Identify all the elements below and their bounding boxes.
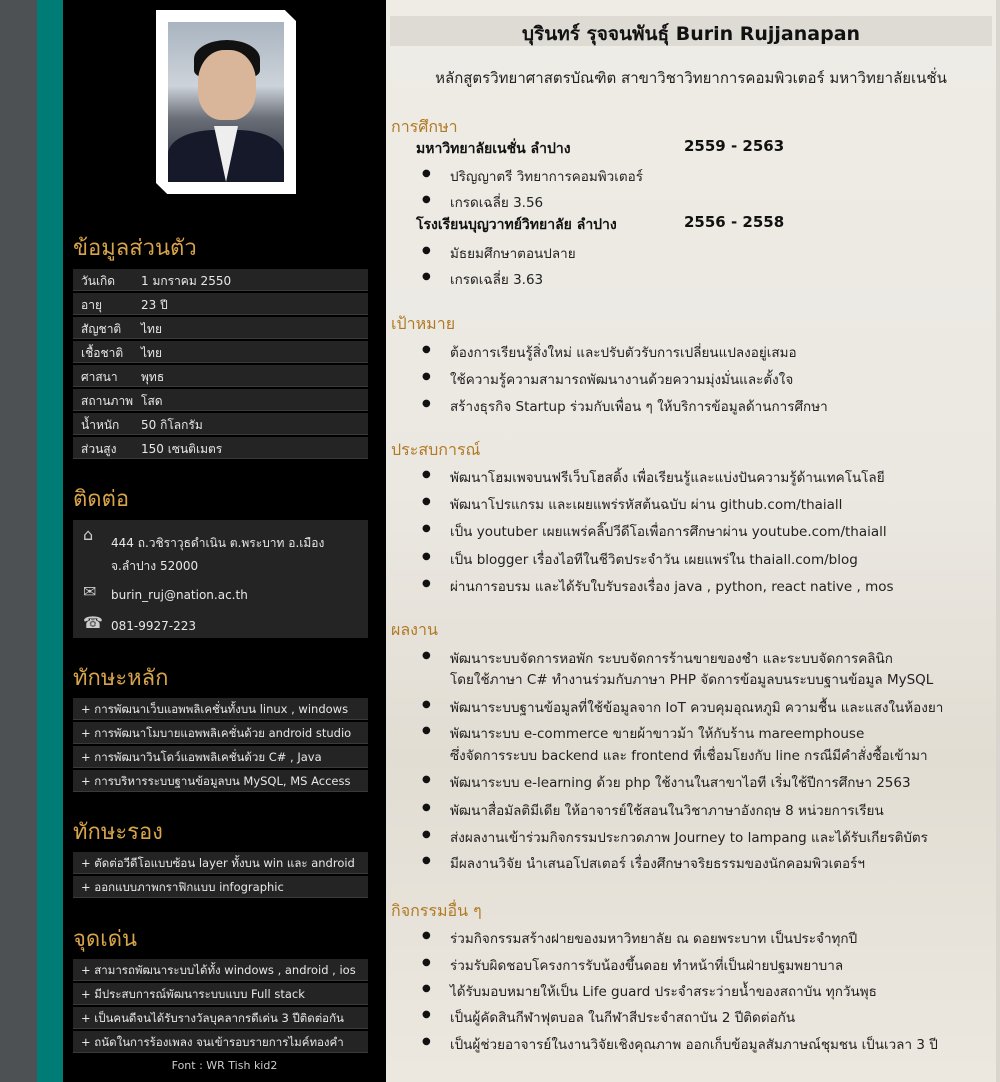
list-item-continuation: โดยใช้ภาษา C# ทำงานร่วมกับภาษา PHP จัดการข้อมูลบนระบบฐานข้อมูล MySQL xyxy=(450,672,934,688)
profile-photo xyxy=(156,10,296,194)
skill-item: + การพัฒนาโมบายแอพพลิเคชั่นด้วย android studio xyxy=(73,722,368,744)
contact-box xyxy=(73,520,368,638)
home-icon: ⌂ xyxy=(83,525,94,544)
info-row: ส่วนสูง 150 เซนติเมตร xyxy=(73,437,368,459)
mail-icon: ✉ xyxy=(83,582,97,601)
full-name: บุรินทร์ รุจจนพันธุ์ Burin Rujjanapan xyxy=(521,23,861,45)
goals-heading: เป้าหมาย xyxy=(391,314,456,333)
personal-heading: ข้อมูลส่วนตัว xyxy=(73,236,197,261)
right-edge xyxy=(996,0,1000,1082)
sub-skills-heading: ทักษะรอง xyxy=(73,820,163,845)
skill-item: + การพัฒนาวินโดว์แอพพลิเคชั่นด้วย C# , Java xyxy=(73,746,368,768)
email-text[interactable]: burin_ruj@nation.ac.th xyxy=(111,588,248,602)
skill-item: + การบริหารระบบฐานข้อมูลบน MySQL, MS Access xyxy=(73,770,368,792)
school-years: 2556 - 2558 xyxy=(684,213,785,231)
address-line-1: 444 ถ.วชิราวุธดำเนิน ต.พระบาท อ.เมือง xyxy=(111,536,325,550)
school-years: 2559 - 2563 xyxy=(684,137,785,155)
info-row: อายุ 23 ปี xyxy=(73,293,368,315)
info-row: สัญชาติ ไทย xyxy=(73,317,368,339)
strength-item: + ถนัดในการร้องเพลง จนเข้ารอบรายการไมค์ทองคำ xyxy=(73,1031,368,1053)
school-name: มหาวิทยาลัยเนชั่น ลำปาง xyxy=(416,141,571,157)
experience-heading: ประสบการณ์ xyxy=(391,440,481,459)
activities-heading: กิจกรรมอื่น ๆ xyxy=(391,901,482,920)
info-row: วันเกิด 1 มกราคม 2550 xyxy=(73,269,368,291)
skill-item: + ออกแบบภาพกราฟิกแบบ infographic xyxy=(73,876,368,898)
main-skills-heading: ทักษะหลัก xyxy=(73,666,169,691)
main-content: บุรินทร์ รุจจนพันธุ์ Burin Rujjanapan หลักสูตรวิทยาศาสตรบัณฑิต สาขาวิชาวิทยาการคอมพิวเตอร์ มหาวิทยาลัยเนชั่น การศึกษา มหาวิทยาลัยเนชั่น ลำปาง 2559 - 2563 ปริญญาตรี วิทยาการคอมพิวเตอร์ เกรดเฉลี่ย 3.56 โรงเรียนบุญวาทย์วิทยาลัย ลำปาง 2556 - 2558 มัธยมศึกษาตอนปลาย เกรดเฉลี่ย 3.63 เป้าหมาย ต้องการเรียนรู้สิ่งใหม่ และปรับตัวรับการเปลี่ยนแปลงอยู่เสมอ ใช้ความรู้ความสามารถพัฒนางานด้วยความมุ่งมั่นและตั้งใจ สร้างธุรกิจ Startup ร่วมกับเพื่อน ๆ ให้บริการข้อมูลด้านการศึกษา ประสบการณ์ พัฒนาโฮมเพจบนฟรีเว็บโฮสติ้ง เพื่อเรียนรู้และแบ่งปันความรู้ด้านเทคโนโลยี พัฒนาโปรแกรม และเผยแพร่รหัสต้นฉบับ ผ่าน github.com/thaiall เป็น youtuber เผยแพร่คลิ๊ปวีดีโอเพื่อการศึกษาผ่าน youtube.com/thaiall เป็น blogger เรื่องไอทีในชีวิตประจำวัน เผยแพร่ใน thaiall.com/blog ผ่านการอบรม และได้รับใบรับรองเรื่อง java , python, react native , mos ผลงาน พัฒนาระบบจัดการหอพัก ระบบจัดการร้านขายของชำ และระบบจัดการคลินิก โดยใช้ภาษา C# ทำงานร่วมกับภาษา PHP จัดการข้อมูลบนระบบฐานข้อมูล MySQL พัฒนาระบบฐานข้อมูลที่ใช้ข้อมูลจาก IoT ควบคุมอุณหภูมิ ความชื้น และแสงในห้องยา พัฒนาระบบ e-commerce ขายผ้าขาวม้า ให้กับร้าน mareemphouse ซึ่งจัดการระบบ backend และ frontend ที่เชื่อมโยงกับ line กรณีมีคำสั่งซื้อเข้ามา พัฒนาระบบ e-learning ด้วย php ใช้งานในสาขาไอที เริ่มใช้ปีการศึกษา 2563 พัฒนาสื่อมัลติมีเดีย ให้อาจารย์ใช้สอนในวิชาภาษาอังกฤษ 8 หน่วยการเรียน ส่งผลงานเข้าร่วมกิจกรรมประกวดภาพ Journey to lampang และได้รับเกียรติบัตร มีผลงานวิจัย นำเสนอโปสเตอร์ เรื่องศึกษาจริยธรรมของนักคอมพิวเตอร์ฯ กิจกรรมอื่น ๆ ร่วมกิจกรรมสร้างฝายของมหาวิทยาลัย ณ ดอยพระบาท เป็นประจำทุกปี ร่วมรับผิดชอบโครงการรับน้องขึ้นดอย ทำหน้าที่เป็นฝ่ายปฐมพยาบาล ได้รับมอบหมายให้เป็น Life guard ประจำสระว่ายน้ำของสถาบัน ทุกวันพุธ เป็นผู้คัดสินกีฬาฟุตบอล ในกีฬาสีประจำสถาบัน 2 ปีติดต่อกัน เป็นผู้ช่วยอาจารย์ในงานวิจัยเชิงคุณภาพ ออกเก็บข้อมูลสัมภาษณ์ชุมชน เป็นเวลา 3 ปี xyxy=(386,0,996,1082)
phone-icon: ☎ xyxy=(83,613,103,632)
info-row: ศาสนา พุทธ xyxy=(73,365,368,387)
sidebar xyxy=(63,0,386,1082)
left-gray-strip xyxy=(0,0,37,1082)
strength-item: + เป็นคนดีจนได้รับรางวัลบุคลากรดีเด่น 3 ปีติดต่อกัน xyxy=(73,1007,368,1029)
left-teal-strip xyxy=(37,0,63,1082)
strength-item: + มีประสบการณ์พัฒนาระบบแบบ Full stack xyxy=(73,983,368,1005)
info-row: สถานภาพ โสด xyxy=(73,389,368,411)
phone-text: 081-9927-223 xyxy=(111,619,197,633)
address-line-2: จ.ลำปาง 52000 xyxy=(111,559,199,573)
info-row: น้ำหนัก 50 กิโลกรัม xyxy=(73,413,368,435)
skill-item: + การพัฒนาเว็บแอพพลิเคชั่นทั้งบน linux , windows xyxy=(73,698,368,720)
contact-heading: ติดต่อ xyxy=(73,487,130,512)
skill-item: + ตัดต่อวีดีโอแบบซ้อน layer ทั้งบน win และ android xyxy=(73,852,368,874)
strength-item: + สามารถพัฒนาระบบได้ทั้ง windows , android , ios xyxy=(73,959,368,981)
strengths-heading: จุดเด่น xyxy=(73,927,138,952)
works-heading: ผลงาน xyxy=(391,620,438,639)
degree-line: หลักสูตรวิทยาศาสตรบัณฑิต สาขาวิชาวิทยาการคอมพิวเตอร์ มหาวิทยาลัยเนชั่น xyxy=(435,69,947,87)
info-row: เชื้อชาติ ไทย xyxy=(73,341,368,363)
school-name: โรงเรียนบุญวาทย์วิทยาลัย ลำปาง xyxy=(416,217,617,233)
list-item-continuation: ซึ่งจัดการระบบ backend และ frontend ที่เชื่อมโยงกับ line กรณีมีคำสั่งซื้อเข้ามา xyxy=(450,748,928,764)
education-heading: การศึกษา xyxy=(391,117,458,136)
font-credit: Font : WR Tish kid2 xyxy=(171,1059,278,1072)
